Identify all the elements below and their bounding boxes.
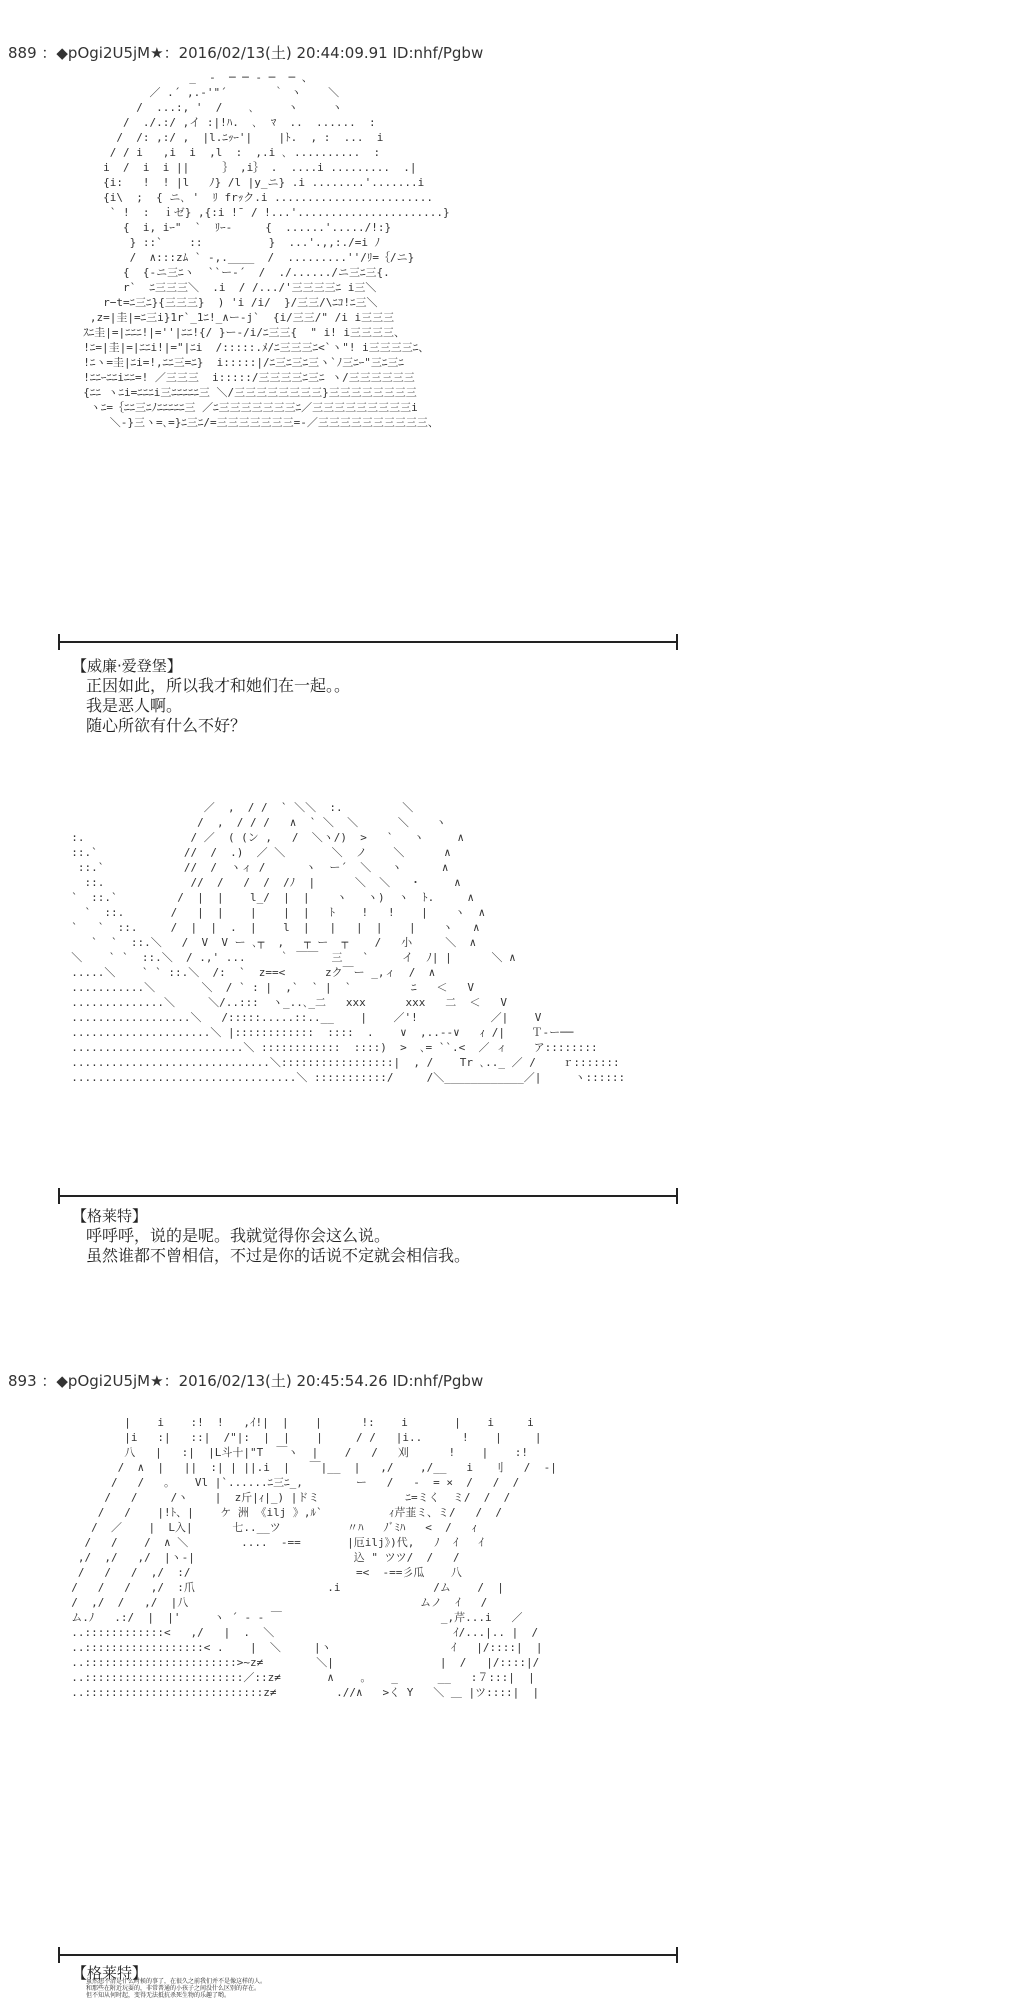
post-header: 889 ：◆pOgi2U5jM★：2016/02/13(土) 20:44:09.91 ID:nhf/Pgbw <box>8 44 484 62</box>
dialogue-line: 我是恶人啊。 <box>86 696 183 715</box>
dialogue-lines <box>86 1226 470 1266</box>
ascii-art-grete-portrait: | i :! ! ,ｲ!| | | !: i | i i |i :| ::| /"|: | | | / / |i.. ! | | 八 | :| |L斗十|"T ￣ヽ | / / 刈 ! | :! / ∧ | || :| | ||.i | ￣|__ | ,/ ,/__ i 刂 / -| / / 。 Vl |`......ﾆ三ﾆ_, ー / ‐ = × / / / / / /ヽ | z斤|ｨ|_) |ドミ ﾆ=ミく ミ/ / / / / |!ﾄ、| ケ 洲 《ilj 》,ﾙ` ｨ芹韮ミ、ミ/ / / / ／ | L入| 七..__ツ 〃ﾊ ﾉﾞﾐﾊ < / ｨ / / / ∧ ＼ .... -== |厄ilj》)代, ﾉ ｲ ｲ ,/ ,/ ,/ |ヽ-| 込 " ツツ/ / / / / / ,/ :/ =< -==彡瓜 八 / / / ,/ :爪 .i /ム / | / ,/ / ,/ |八 ムノ ｲ / ム.ﾉ .:/ | |' ヽ ´ ‐ - ￣ _,芹...i ／ ..::::::::::::< ,/ | . ＼ ｲ/...|.. | / ..::::::::::::::::::< . | ＼ |ヽ ｲ |/::::| | ..:::::::::::::::::::::::>~z≠ ＼| | / |/::::|/ ..::::::::::::::::::::::::／::z≠ ∧ 。 _ __ :７:::| | ..:::::::::::::::::::::::::::z≠ .//∧ >く Y ＼ ＿ |ツ::::| | <box>71 1416 557 1699</box>
ascii-art-william: _ - ─ ─ ‐ ─ ─ 、 ／ .´ ,.‐'"´ ｀ ヽ ＼ / ...:, ' / ､ ヽ ヽ / ./.:/ ,イ :|!ﾊ. ､ ﾏ .. ...... : / /: ,:/ , |l.ﾆｯｰ'| |ﾄ. , : ... i / / i ,i i ,l : ,.i ､ .......... : i / i i || ｝ ,i｝ . ....i ......... .| {i: ! ! |l ﾉ} /l |y_ニ} .i ........'.......i {i\ ; { ニ､ ' ﾘ frｯク.i ........................ ` ! : ｉゼ} ,{:i !¯ / !...'......................} { i, iｰ" ` ﾘｰ- { ......'...../!:} } ::` :: } ...'.,,:./=i ﾉ / ∧:::zﾑ ` -,.____ / .........''/ﾘ=｛/ニ} { {-ニ三ﾆヽ ``ー‐´ / ./....../ニ三ﾆ三{. r` ﾆ三三三＼ .i / /.../'三三三三ﾆ i三＼ r−t=ﾆ三ﾆ}{三三三} ) 'i /i/ }/三三/\ﾆｺ!ﾆ三＼ ,z=|圭|=ﾆ三i}1r`_1ﾆ!_∧ー-j` {i/三三/" /i i三三三 ｽﾆ圭|=|ﾆﾆﾆ!|=''|ﾆﾆ!{/ }ー-/i/ﾆ三三{ " i! i三三三三、 !ﾆ=|圭|=|ﾆﾆi!|="|ﾆi /:::::.ﾒ/ﾆ三三三ﾆ<`ヽ"! i三三三三ﾆ、 !ﾆヽ=圭|ﾆi=!,ﾆﾆ三=ﾆ} i:::::|/ﾆ三ﾆ三ﾆ三ヽ`ﾉ三ﾆｰ"三ﾆ三ﾆ !ﾆﾆｰﾆﾆiﾆﾆ=! ／三三三 i:::::/三三三三ﾆ三ﾆ ヽ/三三三三三三 {ﾆﾆ ヽﾆi=ﾆﾆﾆi三ﾆﾆﾆﾆﾆ三 ＼/三三三三三三三三}三三三三三三三三 ヽﾆ=｛ﾆﾆ三ﾆﾉﾆﾆﾆﾆﾆ三 ／ﾆ三三三三三三三ﾆ／三三三三三三三三三i ＼-}三ヽ=､=}ﾆ三ﾆ/=三三三三三三三=-／三三三三三三三三三三、 <box>83 71 450 429</box>
panel-divider <box>58 1195 678 1197</box>
dialogue-line: 但不知从何时起，变得无法抵抗杀死生物的乐趣了哟。 <box>86 1992 231 1999</box>
dialogue-lines <box>86 676 350 736</box>
dialogue-lines <box>86 1978 266 1999</box>
panel-divider <box>58 641 678 643</box>
dialogue-line: 和那些在附近玩耍的，非常普通的小孩子之间没什么区别的存在。 <box>86 1985 261 1992</box>
dialogue-line: 呼呼呼，说的是呢。我就觉得你会这么说。 <box>86 1226 391 1245</box>
speaker-name: 【格莱特】 <box>72 1207 148 1225</box>
dialogue-line: 虽然想不清是什么时候的事了，在很久之前我们并不是像这样的人。 <box>86 1978 267 1985</box>
ascii-art-grete-smile: ／ , / / ` ＼＼ :. ＼ / , / / / ∧ ` ＼ ＼ ＼ ヽ :. / ／ ( (ン , / ＼ヽ/) > ` ヽ ∧ ::.` // / .) ／ ＼ ＼ ノ ＼ ∧ ::.` // / ヽィ / ヽ ー´ ＼ ヽ ∧ ::. // / / / /ﾉ | ＼ ＼ ・ ∧ ` ::.` / | | l_/ | | ヽ ヽ) ヽ ﾄ. ∧ ` ::. / | | | | | ﾄ ! ! | ヽ ∧ ` ` ::. / | | . | l | | | | | ヽ ∧ ` ` ::.＼ / V V ー ､┬ , ┬ ー ┬ / 小 ＼ ∧ ＼ ` ` ::.＼ / .,' ... ｀ ￣￣ 三 ` イ ﾉ| | ＼ ∧ .....＼ ` ` ::.＼ /: ` z==< zク￣ー _,ィ / ∧ ...........＼ ＼ / ` : | ,` ` | ` ﾆ ＜ V ..............＼ ＼/..::: ヽ_..､_二 xxx xxx 二 ＜ V ..................＼ /:::::.....::..__ | ／'! ／| V .....................＼ |:::::::::::: :::: . ∨ ,..‐‐∨ ｨ /| Ｔ-ー── ..........................＼ :::::::::::: ::::) > ､= ``.< ／ ィ ア:::::::: ..............................＼:::::::::::::::::| , / Tr ､.._ ／ / ｒ::::::: ..................................＼ :::::::::::/ /＼____________／| ヽ:::::: <box>71 801 626 1084</box>
speaker-name: 【威廉·爱登堡】 <box>72 657 182 675</box>
panel-divider <box>58 1954 678 1956</box>
dialogue-line: 虽然谁都不曾相信，不过是你的话说不定就会相信我。 <box>86 1246 471 1265</box>
dialogue-line: 随心所欲有什么不好？ <box>86 716 247 735</box>
speaker-name: 【格莱特】 <box>72 1964 148 1982</box>
post-header: 893 ：◆pOgi2U5jM★：2016/02/13(土) 20:45:54.26 ID:nhf/Pgbw <box>8 1372 484 1390</box>
dialogue-line: 正因如此，所以我才和她们在一起。。 <box>86 676 351 695</box>
